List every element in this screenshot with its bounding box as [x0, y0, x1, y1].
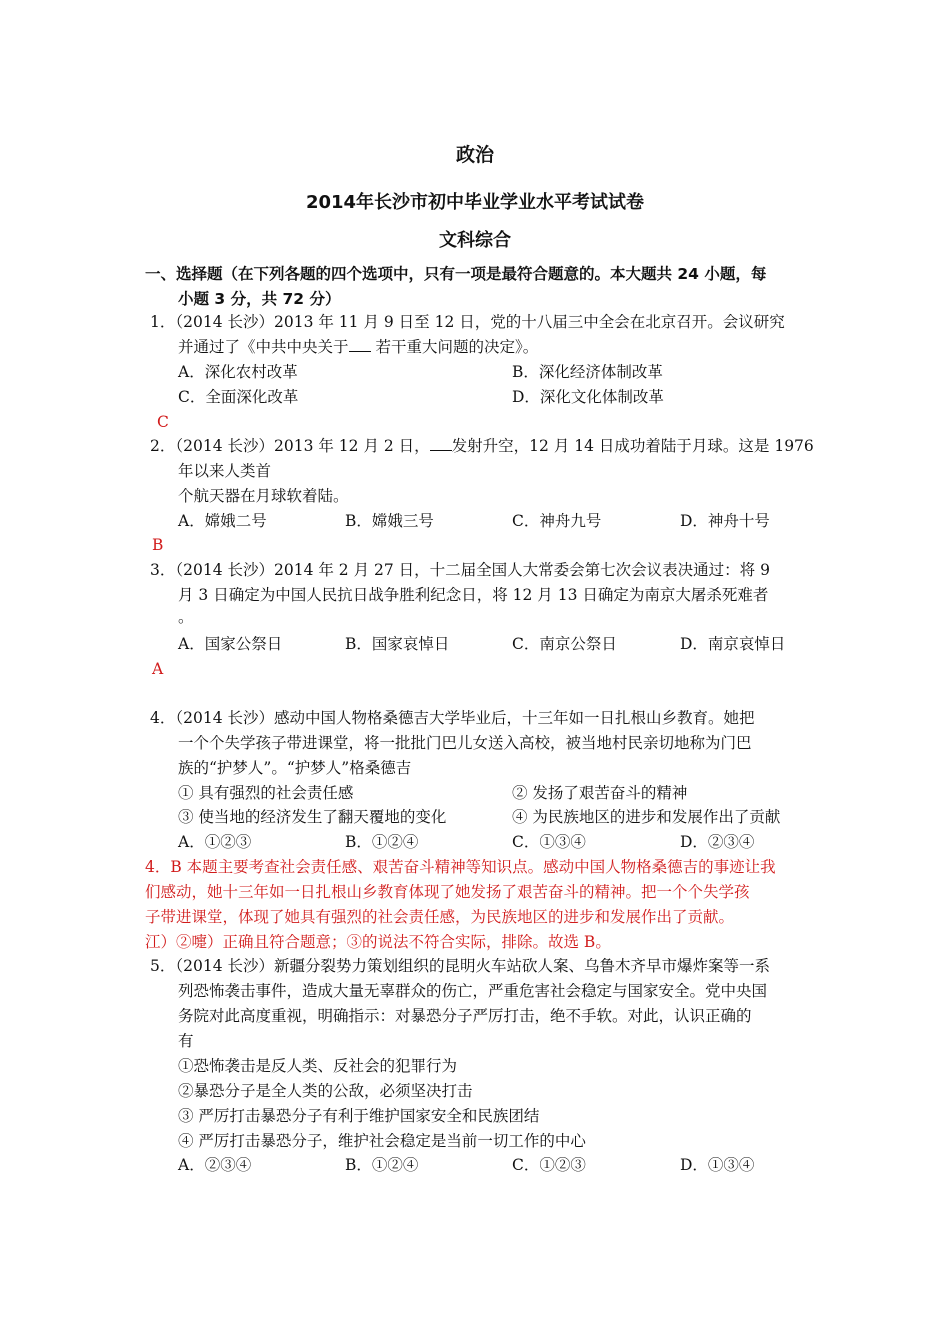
q3-option-c: C．南京公祭日: [512, 635, 617, 653]
q1-answer: C: [157, 413, 169, 431]
q4-statement-1: ① 具有强烈的社会责任感: [178, 784, 354, 802]
q5-statement-3: ③ 严厉打击暴恐分子有利于维护国家安全和民族团结: [178, 1107, 540, 1125]
q5-stem-line4: 有: [178, 1032, 194, 1050]
q3-option-d: D．南京哀悼日: [680, 635, 786, 653]
q2-stem-line3: 个航天器在月球软着陆。: [178, 487, 349, 505]
q2-option-c: C．神舟九号: [512, 512, 602, 530]
q5-stem-line2: 列恐怖袭击事件，造成大量无辜群众的伤亡，严重危害社会稳定与国家安全。党中央国: [178, 982, 768, 1000]
q4-explanation-line2: 们感动，她十三年如一日扎根山乡教育体现了她发扬了艰苦奋斗的精神。把一个个失学孩: [145, 883, 750, 901]
q3-number: 3．: [150, 561, 176, 579]
q1-stem-line1: 1．（2014 长沙）2013 年 11 月 9 日至 12 日，党的十八届三中全会在北京召开。会议研究: [150, 313, 785, 331]
q4-stem-line2: 一个个失学孩子带进课堂，将一批批门巴儿女送入高校，被当地村民亲切地称为门巴: [178, 734, 752, 752]
q3-option-b: B．国家哀悼日: [345, 635, 450, 653]
q5-option-a: A．②③④: [178, 1156, 252, 1174]
q5-statement-4: ④ 严厉打击暴恐分子，维护社会稳定是当前一切工作的中心: [178, 1132, 586, 1150]
q1-option-b: B．深化经济体制改革: [512, 363, 663, 381]
q1-number: 1．: [150, 313, 176, 331]
exam-subtitle: 文科综合: [439, 230, 511, 251]
section-heading-line2: 小题 3 分，共 72 分）: [178, 290, 341, 308]
q4-option-d: D．②③④: [680, 833, 755, 851]
q2-answer: B: [152, 536, 164, 554]
q1-option-d: D．深化文化体制改革: [512, 388, 664, 406]
q3-stem-line3: 。: [178, 608, 194, 626]
q5-option-b: B．①②④: [345, 1156, 419, 1174]
q2-option-a: A．嫦娥二号: [178, 512, 267, 530]
q4-statement-2: ② 发扬了艰苦奋斗的精神: [512, 784, 688, 802]
q2-stem-line1: 2．（2014 长沙）2013 年 12 月 2 日， 发射升空，12 月 14 日成功着陆于月球。这是 1976: [150, 437, 814, 455]
q4-stem-line3: 族的“护梦人”。“护梦人”格桑德吉: [178, 759, 412, 777]
q4-explanation-line3: 子带进课堂，体现了她具有强烈的社会责任感，为民族地区的进步和发展作出了贡献。: [145, 908, 735, 926]
exam-title: 2014年长沙市初中毕业学业水平考试试卷: [305, 192, 645, 213]
q4-statement-3: ③ 使当地的经济发生了翻天覆地的变化: [178, 808, 447, 826]
q2-number: 2．: [150, 437, 176, 455]
q2-blank: [430, 436, 452, 451]
q3-stem-line2: 月 3 日确定为中国人民抗日战争胜利纪念日，将 12 月 13 日确定为南京大屠杀死难者: [178, 586, 769, 604]
q2-option-b: B．嫦娥三号: [345, 512, 434, 530]
q5-option-d: D．①③④: [680, 1156, 755, 1174]
q5-number: 5．: [150, 957, 176, 975]
q1-option-a: A．深化农村改革: [178, 363, 298, 381]
q4-stem-line1: 4．（2014 长沙）感动中国人物格桑德吉大学毕业后，十三年如一日扎根山乡教育。她把: [150, 709, 755, 727]
q4-explanation-line1: 4．B 本题主要考查社会责任感、艰苦奋斗精神等知识点。感动中国人物格桑德吉的事迹让我: [145, 858, 776, 876]
q4-option-c: C．①③④: [512, 833, 586, 851]
q1-blank: [349, 337, 371, 352]
q2-option-d: D．神舟十号: [680, 512, 770, 530]
q4-statement-4: ④ 为民族地区的进步和发展作出了贡献: [512, 808, 781, 826]
q5-statement-1: ①恐怖袭击是反人类、反社会的犯罪行为: [178, 1057, 458, 1075]
q3-answer: A: [152, 660, 164, 678]
q4-number: 4．: [150, 709, 176, 727]
q4-option-b: B．①②④: [345, 833, 419, 851]
q4-option-a: A．①②③: [178, 833, 252, 851]
q4-explanation-line4: 江）②嚏）正确且符合题意；③的说法不符合实际，排除。故选 B。: [145, 933, 611, 951]
q5-option-c: C．①②③: [512, 1156, 586, 1174]
q1-stem-line2: 并通过了《中共中央关于 若干重大问题的决定》。: [178, 338, 539, 356]
q3-stem-line1: 3．（2014 长沙）2014 年 2 月 27 日，十二届全国人大常委会第七次会议表决通过：将 9: [150, 561, 770, 579]
section-heading-line1: 一、选择题（在下列各题的四个选项中，只有一项是最符合题意的。本大题共 24 小题，每: [145, 265, 767, 283]
q3-option-a: A．国家公祭日: [178, 635, 283, 653]
q1-option-c: C．全面深化改革: [178, 388, 299, 406]
subject-title: 政治: [455, 144, 494, 166]
q5-stem-line3: 务院对此高度重视，明确指示：对暴恐分子严厉打击，绝不手软。对此，认识正确的: [178, 1007, 752, 1025]
q5-statement-2: ②暴恐分子是全人类的公敌，必须坚决打击: [178, 1082, 473, 1100]
q5-stem-line1: 5．（2014 长沙）新疆分裂势力策划组织的昆明火车站砍人案、乌鲁木齐早市爆炸案等一系: [150, 957, 771, 975]
q2-stem-line2: 年以来人类首: [178, 462, 272, 480]
